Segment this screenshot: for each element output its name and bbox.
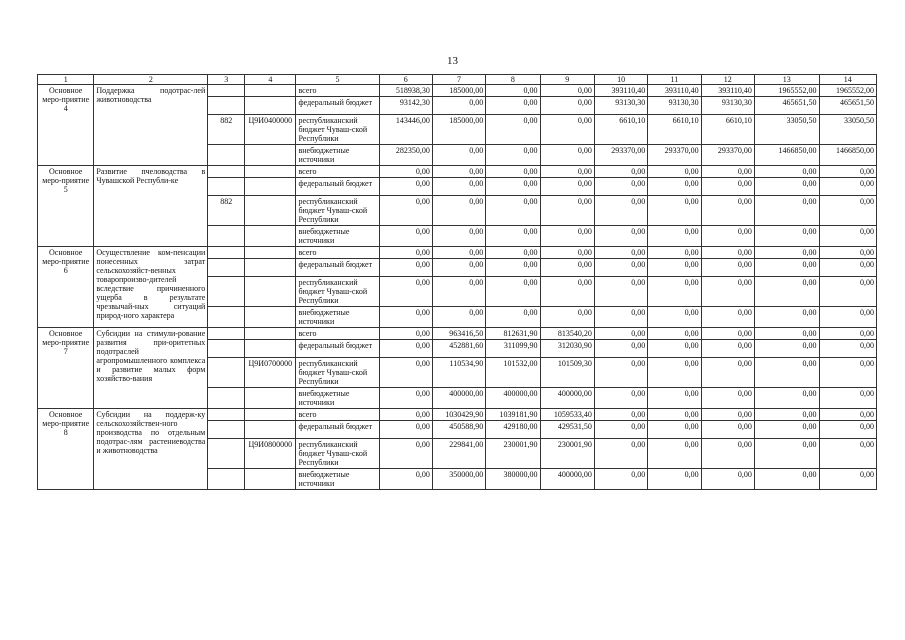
value-cell: 0,00: [701, 409, 754, 421]
source-cell: республиканский бюджет Чуваш-ской Республики: [296, 439, 379, 469]
value-cell: 33050,50: [754, 115, 819, 145]
source-cell: всего: [296, 247, 379, 259]
value-cell: 0,00: [701, 358, 754, 388]
source-cell: федеральный бюджет: [296, 259, 379, 277]
value-cell: 0,00: [432, 247, 485, 259]
value-cell: 0,00: [754, 247, 819, 259]
value-cell: 0,00: [594, 469, 647, 490]
value-cell: 0,00: [594, 307, 647, 328]
value-cell: 400000,00: [486, 388, 540, 409]
value-cell: 963416,50: [432, 328, 485, 340]
value-cell: 0,00: [754, 469, 819, 490]
value-cell: 0,00: [819, 166, 877, 178]
value-cell: 0,00: [754, 388, 819, 409]
value-cell: 101509,30: [540, 358, 594, 388]
value-cell: 0,00: [819, 277, 877, 307]
header-cell: 3: [208, 75, 245, 85]
header-cell: 1: [38, 75, 94, 85]
value-cell: 0,00: [701, 439, 754, 469]
value-cell: 1965552,00: [754, 85, 819, 97]
value-cell: 0,00: [648, 226, 701, 247]
value-cell: 0,00: [432, 97, 485, 115]
value-cell: 0,00: [486, 85, 540, 97]
value-cell: 0,00: [648, 421, 701, 439]
program-code-cell: [245, 226, 296, 247]
header-cell: 2: [94, 75, 208, 85]
program-code-cell: [245, 469, 296, 490]
code-cell: [208, 226, 245, 247]
value-cell: 0,00: [701, 340, 754, 358]
code-cell: [208, 307, 245, 328]
value-cell: 0,00: [486, 196, 540, 226]
code-cell: [208, 328, 245, 340]
header-cell: 8: [486, 75, 540, 85]
table-row: [38, 328, 877, 340]
activity-cell: Основное меро-приятие 5: [38, 166, 94, 247]
value-cell: 33050,50: [819, 115, 877, 145]
value-cell: 0,00: [819, 421, 877, 439]
value-cell: 518938,30: [379, 85, 432, 97]
program-code-cell: [245, 277, 296, 307]
value-cell: 393110,40: [701, 85, 754, 97]
code-cell: [208, 97, 245, 115]
value-cell: 465651,50: [819, 97, 877, 115]
source-cell: федеральный бюджет: [296, 340, 379, 358]
value-cell: 0,00: [648, 328, 701, 340]
value-cell: 0,00: [594, 166, 647, 178]
value-cell: 0,00: [379, 196, 432, 226]
header-cell: 9: [540, 75, 594, 85]
value-cell: 229841,00: [432, 439, 485, 469]
value-cell: 0,00: [819, 259, 877, 277]
activity-cell: Основное меро-приятие 7: [38, 328, 94, 409]
value-cell: 0,00: [540, 196, 594, 226]
value-cell: 452881,60: [432, 340, 485, 358]
value-cell: 110534,90: [432, 358, 485, 388]
value-cell: 0,00: [432, 226, 485, 247]
value-cell: 0,00: [701, 226, 754, 247]
value-cell: 812631,90: [486, 328, 540, 340]
value-cell: 0,00: [754, 196, 819, 226]
value-cell: 0,00: [594, 439, 647, 469]
value-cell: 0,00: [486, 166, 540, 178]
value-cell: 0,00: [819, 307, 877, 328]
value-cell: 400000,00: [432, 388, 485, 409]
value-cell: 0,00: [540, 97, 594, 115]
value-cell: 0,00: [648, 340, 701, 358]
source-cell: внебюджетные источники: [296, 388, 379, 409]
activity-cell: Основное меро-приятие 6: [38, 247, 94, 328]
value-cell: 0,00: [754, 307, 819, 328]
value-cell: 0,00: [701, 166, 754, 178]
program-code-cell: [245, 166, 296, 178]
description-cell: Развитие пчеловодства в Чувашской Республи-ке: [94, 166, 208, 247]
source-cell: всего: [296, 85, 379, 97]
value-cell: 93142,30: [379, 97, 432, 115]
value-cell: 0,00: [594, 277, 647, 307]
value-cell: 380000,00: [486, 469, 540, 490]
value-cell: 0,00: [486, 97, 540, 115]
program-code-cell: [245, 247, 296, 259]
value-cell: 6610,10: [701, 115, 754, 145]
source-cell: внебюджетные источники: [296, 307, 379, 328]
program-code-cell: Ц9И0400000: [245, 115, 296, 145]
program-code-cell: [245, 178, 296, 196]
value-cell: 0,00: [594, 340, 647, 358]
value-cell: 0,00: [432, 166, 485, 178]
value-cell: 0,00: [432, 259, 485, 277]
value-cell: 0,00: [540, 115, 594, 145]
value-cell: 400000,00: [540, 469, 594, 490]
code-cell: [208, 439, 245, 469]
source-cell: республиканский бюджет Чуваш-ской Республики: [296, 115, 379, 145]
code-cell: [208, 166, 245, 178]
header-cell: 13: [754, 75, 819, 85]
value-cell: 6610,10: [648, 115, 701, 145]
value-cell: 0,00: [819, 328, 877, 340]
table-row: [38, 166, 877, 178]
value-cell: 0,00: [754, 340, 819, 358]
value-cell: 0,00: [819, 178, 877, 196]
source-cell: федеральный бюджет: [296, 97, 379, 115]
program-code-cell: [245, 409, 296, 421]
value-cell: 450588,90: [432, 421, 485, 439]
value-cell: 0,00: [594, 358, 647, 388]
value-cell: 143446,00: [379, 115, 432, 145]
value-cell: 0,00: [819, 469, 877, 490]
value-cell: 0,00: [432, 178, 485, 196]
value-cell: 0,00: [594, 259, 647, 277]
value-cell: 0,00: [594, 328, 647, 340]
value-cell: 0,00: [701, 469, 754, 490]
value-cell: 0,00: [701, 259, 754, 277]
value-cell: 93130,30: [594, 97, 647, 115]
value-cell: 0,00: [379, 421, 432, 439]
value-cell: 0,00: [379, 340, 432, 358]
value-cell: 0,00: [754, 277, 819, 307]
program-code-cell: [245, 421, 296, 439]
value-cell: 0,00: [648, 469, 701, 490]
value-cell: 0,00: [486, 145, 540, 166]
value-cell: 1466850,00: [819, 145, 877, 166]
value-cell: 0,00: [540, 226, 594, 247]
value-cell: 0,00: [486, 115, 540, 145]
value-cell: 0,00: [754, 439, 819, 469]
value-cell: 1059533,40: [540, 409, 594, 421]
value-cell: 0,00: [379, 307, 432, 328]
value-cell: 0,00: [754, 178, 819, 196]
value-cell: 0,00: [701, 247, 754, 259]
value-cell: 0,00: [648, 358, 701, 388]
header-cell: 14: [819, 75, 877, 85]
value-cell: 282350,00: [379, 145, 432, 166]
value-cell: 0,00: [648, 259, 701, 277]
value-cell: 0,00: [486, 259, 540, 277]
activity-cell: Основное меро-приятие 4: [38, 85, 94, 166]
description-cell: Субсидии на поддерж-ку сельскохозяйствен-ного производства по отдельным подотрас-лям растениеводства и животноводства: [94, 409, 208, 490]
value-cell: 0,00: [819, 196, 877, 226]
program-code-cell: [245, 85, 296, 97]
value-cell: 429531,50: [540, 421, 594, 439]
value-cell: 0,00: [648, 409, 701, 421]
value-cell: 0,00: [486, 307, 540, 328]
value-cell: 0,00: [754, 421, 819, 439]
value-cell: 293370,00: [648, 145, 701, 166]
value-cell: 0,00: [819, 409, 877, 421]
code-cell: [208, 469, 245, 490]
value-cell: 0,00: [648, 307, 701, 328]
source-cell: республиканский бюджет Чуваш-ской Республики: [296, 358, 379, 388]
value-cell: 0,00: [379, 409, 432, 421]
value-cell: 465651,50: [754, 97, 819, 115]
value-cell: 0,00: [701, 178, 754, 196]
value-cell: 0,00: [648, 178, 701, 196]
source-cell: внебюджетные источники: [296, 226, 379, 247]
value-cell: 0,00: [379, 226, 432, 247]
value-cell: 0,00: [754, 328, 819, 340]
value-cell: 393110,40: [594, 85, 647, 97]
source-cell: республиканский бюджет Чуваш-ской Республики: [296, 277, 379, 307]
code-cell: [208, 358, 245, 388]
source-cell: всего: [296, 328, 379, 340]
code-cell: [208, 409, 245, 421]
header-cell: 6: [379, 75, 432, 85]
value-cell: 0,00: [540, 178, 594, 196]
program-code-cell: [245, 340, 296, 358]
value-cell: 185000,00: [432, 85, 485, 97]
value-cell: 93130,30: [701, 97, 754, 115]
value-cell: 0,00: [379, 439, 432, 469]
code-cell: 882: [208, 196, 245, 226]
table-row: [38, 247, 877, 259]
header-cell: 12: [701, 75, 754, 85]
page-number: 13: [447, 55, 458, 67]
description-cell: Осуществление ком-пенсации понесенных затрат сельскохозяйст-венных товаропроизво-дителей вследствие причиненного ущерба в результате чрезвычай-ных ситуаций природ-ного характера: [94, 247, 208, 328]
program-code-cell: [245, 388, 296, 409]
value-cell: 0,00: [701, 388, 754, 409]
value-cell: 0,00: [486, 226, 540, 247]
code-cell: [208, 178, 245, 196]
value-cell: 0,00: [701, 196, 754, 226]
code-cell: [208, 145, 245, 166]
value-cell: 312030,90: [540, 340, 594, 358]
value-cell: 429180,00: [486, 421, 540, 439]
value-cell: 0,00: [648, 439, 701, 469]
value-cell: 0,00: [819, 340, 877, 358]
value-cell: 0,00: [754, 259, 819, 277]
value-cell: 813540,20: [540, 328, 594, 340]
value-cell: 0,00: [379, 328, 432, 340]
code-cell: [208, 388, 245, 409]
value-cell: 0,00: [594, 247, 647, 259]
program-code-cell: [245, 328, 296, 340]
value-cell: 0,00: [754, 358, 819, 388]
value-cell: 0,00: [819, 226, 877, 247]
header-cell: 4: [245, 75, 296, 85]
value-cell: 0,00: [432, 307, 485, 328]
value-cell: 0,00: [701, 328, 754, 340]
value-cell: 0,00: [701, 421, 754, 439]
value-cell: 230001,90: [540, 439, 594, 469]
value-cell: 0,00: [379, 277, 432, 307]
value-cell: 101532,00: [486, 358, 540, 388]
table-row: [38, 409, 877, 421]
value-cell: 1030429,90: [432, 409, 485, 421]
description-cell: Субсидии на стимули-рование развития при-оритетных подотраслей агропромышленного комплекса и развитие малых форм хозяйство-вания: [94, 328, 208, 409]
value-cell: 0,00: [648, 166, 701, 178]
value-cell: 0,00: [594, 409, 647, 421]
value-cell: 0,00: [486, 247, 540, 259]
value-cell: 0,00: [540, 166, 594, 178]
value-cell: 0,00: [540, 145, 594, 166]
header-cell: 5: [296, 75, 379, 85]
source-cell: всего: [296, 166, 379, 178]
source-cell: внебюджетные источники: [296, 469, 379, 490]
value-cell: 0,00: [379, 259, 432, 277]
code-cell: [208, 421, 245, 439]
value-cell: 0,00: [819, 247, 877, 259]
code-cell: 882: [208, 115, 245, 145]
value-cell: 0,00: [648, 277, 701, 307]
value-cell: 0,00: [594, 226, 647, 247]
value-cell: 293370,00: [594, 145, 647, 166]
activity-cell: Основное меро-приятие 8: [38, 409, 94, 490]
value-cell: 1039181,90: [486, 409, 540, 421]
code-cell: [208, 247, 245, 259]
code-cell: [208, 85, 245, 97]
value-cell: 230001,90: [486, 439, 540, 469]
value-cell: 0,00: [701, 277, 754, 307]
description-cell: Поддержка подотрас-лей животноводства: [94, 85, 208, 166]
value-cell: 0,00: [432, 145, 485, 166]
program-code-cell: [245, 97, 296, 115]
program-code-cell: Ц9И0700000: [245, 358, 296, 388]
value-cell: 393110,40: [648, 85, 701, 97]
value-cell: 400000,00: [540, 388, 594, 409]
value-cell: 0,00: [540, 85, 594, 97]
value-cell: 0,00: [432, 277, 485, 307]
value-cell: 0,00: [594, 196, 647, 226]
value-cell: 0,00: [540, 307, 594, 328]
table-row: [38, 85, 877, 97]
program-code-cell: [245, 259, 296, 277]
program-code-cell: [245, 307, 296, 328]
value-cell: 0,00: [819, 358, 877, 388]
value-cell: 0,00: [819, 388, 877, 409]
value-cell: 0,00: [486, 178, 540, 196]
value-cell: 0,00: [540, 277, 594, 307]
code-cell: [208, 259, 245, 277]
code-cell: [208, 277, 245, 307]
value-cell: 0,00: [379, 178, 432, 196]
value-cell: 311099,90: [486, 340, 540, 358]
source-cell: внебюджетные источники: [296, 145, 379, 166]
value-cell: 0,00: [648, 247, 701, 259]
code-cell: [208, 340, 245, 358]
value-cell: 0,00: [754, 226, 819, 247]
value-cell: 0,00: [819, 439, 877, 469]
source-cell: всего: [296, 409, 379, 421]
value-cell: 6610,10: [594, 115, 647, 145]
program-code-cell: [245, 145, 296, 166]
value-cell: 0,00: [379, 358, 432, 388]
source-cell: федеральный бюджет: [296, 421, 379, 439]
source-cell: федеральный бюджет: [296, 178, 379, 196]
program-code-cell: Ц9И0800000: [245, 439, 296, 469]
value-cell: 0,00: [594, 421, 647, 439]
header-row: [38, 75, 877, 85]
value-cell: 0,00: [486, 277, 540, 307]
value-cell: 0,00: [594, 178, 647, 196]
value-cell: 0,00: [379, 166, 432, 178]
value-cell: 0,00: [379, 247, 432, 259]
value-cell: 0,00: [379, 388, 432, 409]
value-cell: 293370,00: [701, 145, 754, 166]
value-cell: 0,00: [594, 388, 647, 409]
value-cell: 0,00: [754, 409, 819, 421]
value-cell: 350000,00: [432, 469, 485, 490]
program-code-cell: [245, 196, 296, 226]
budget-table: [37, 74, 877, 490]
value-cell: 0,00: [540, 247, 594, 259]
value-cell: 0,00: [432, 196, 485, 226]
header-cell: 7: [432, 75, 485, 85]
value-cell: 0,00: [648, 388, 701, 409]
value-cell: 0,00: [379, 469, 432, 490]
value-cell: 0,00: [754, 166, 819, 178]
value-cell: 1466850,00: [754, 145, 819, 166]
value-cell: 0,00: [648, 196, 701, 226]
header-cell: 11: [648, 75, 701, 85]
value-cell: 1965552,00: [819, 85, 877, 97]
value-cell: 185000,00: [432, 115, 485, 145]
value-cell: 93130,30: [648, 97, 701, 115]
value-cell: 0,00: [701, 307, 754, 328]
source-cell: республиканский бюджет Чуваш-ской Республики: [296, 196, 379, 226]
header-cell: 10: [594, 75, 647, 85]
value-cell: 0,00: [540, 259, 594, 277]
